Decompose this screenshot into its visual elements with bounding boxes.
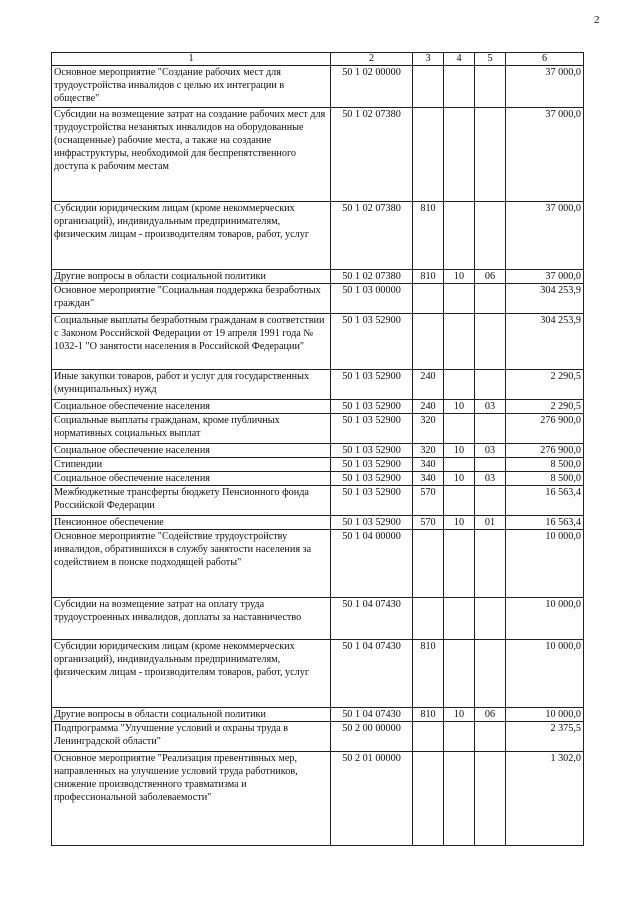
row-col3-cell: 240 (413, 370, 444, 400)
table-row (52, 640, 584, 708)
row-col3-cell (413, 314, 444, 370)
row-name-cell: Субсидии на возмещение затрат на оплату труда трудоустроенных инвалидов, доплаты за наставничество (52, 598, 331, 640)
row-col4-cell (444, 458, 475, 472)
row-amount-cell: 10 000,0 (506, 530, 584, 598)
row-col5-cell (475, 722, 506, 752)
row-code-cell: 50 1 03 52900 (331, 444, 413, 458)
row-col5-cell (475, 314, 506, 370)
row-col3-cell: 810 (413, 708, 444, 722)
row-col4-cell (444, 530, 475, 598)
table-row (52, 202, 584, 270)
header-col-2: 2 (331, 53, 413, 66)
row-col3-cell (413, 530, 444, 598)
row-col3-cell: 320 (413, 444, 444, 458)
row-col4-cell (444, 202, 475, 270)
row-code-cell: 50 1 02 07380 (331, 202, 413, 270)
row-col4-cell: 10 (444, 270, 475, 284)
row-col4-cell (444, 284, 475, 314)
header-col-5: 5 (475, 53, 506, 66)
table-row (52, 314, 584, 370)
row-amount-cell: 8 500,0 (506, 458, 584, 472)
row-amount-cell: 16 563,4 (506, 516, 584, 530)
row-amount-cell: 8 500,0 (506, 472, 584, 486)
row-amount-cell: 2 290,5 (506, 400, 584, 414)
row-name-cell: Межбюджетные трансферты бюджету Пенсионного фонда Российской Федерации (52, 486, 331, 516)
row-col3-cell: 570 (413, 486, 444, 516)
row-code-cell: 50 1 02 07380 (331, 108, 413, 202)
row-col3-cell (413, 284, 444, 314)
table-body (52, 66, 584, 846)
row-col3-cell: 810 (413, 270, 444, 284)
row-col5-cell: 01 (475, 516, 506, 530)
row-col5-cell (475, 640, 506, 708)
row-col4-cell (444, 370, 475, 400)
row-name-cell: Основное мероприятие "Реализация превентивных мер, направленных на улучшение условий труда работников, снижение производственного травматизма и профессиональной заболеваемости" (52, 752, 331, 846)
row-col5-cell (475, 458, 506, 472)
row-amount-cell: 2 290,5 (506, 370, 584, 400)
row-name-cell: Социальное обеспечение населения (52, 472, 331, 486)
row-code-cell: 50 1 03 52900 (331, 414, 413, 444)
table-row (52, 752, 584, 846)
row-name-cell: Пенсионное обеспечение (52, 516, 331, 530)
row-code-cell: 50 1 04 07430 (331, 598, 413, 640)
row-amount-cell: 37 000,0 (506, 270, 584, 284)
row-name-cell: Стипендии (52, 458, 331, 472)
row-col3-cell (413, 752, 444, 846)
row-col3-cell: 340 (413, 458, 444, 472)
row-col3-cell: 810 (413, 202, 444, 270)
page-number: 2 (594, 14, 600, 26)
row-col4-cell (444, 66, 475, 108)
row-amount-cell: 10 000,0 (506, 598, 584, 640)
table-row (52, 530, 584, 598)
header-col-4: 4 (444, 53, 475, 66)
row-name-cell: Основное мероприятие "Социальная поддержка безработных граждан" (52, 284, 331, 314)
row-col5-cell (475, 370, 506, 400)
row-col4-cell (444, 598, 475, 640)
row-col5-cell (475, 66, 506, 108)
row-col5-cell (475, 284, 506, 314)
row-col5-cell (475, 414, 506, 444)
row-code-cell: 50 1 03 52900 (331, 314, 413, 370)
row-amount-cell: 37 000,0 (506, 66, 584, 108)
row-name-cell: Социальное обеспечение населения (52, 444, 331, 458)
row-name-cell: Субсидии юридическим лицам (кроме некоммерческих организаций), индивидуальным предпринимателям, физическим лицам - производителям товаров, работ, услуг (52, 202, 331, 270)
row-amount-cell: 276 900,0 (506, 444, 584, 458)
header-col-1: 1 (52, 53, 331, 66)
row-name-cell: Подпрограмма "Улучшение условий и охраны труда в Ленинградской области" (52, 722, 331, 752)
row-name-cell: Социальное обеспечение населения (52, 400, 331, 414)
row-col5-cell (475, 752, 506, 846)
row-col5-cell: 03 (475, 472, 506, 486)
row-col5-cell: 06 (475, 708, 506, 722)
row-col4-cell (444, 486, 475, 516)
row-col3-cell: 570 (413, 516, 444, 530)
table-row (52, 444, 584, 458)
row-name-cell: Социальные выплаты безработным гражданам в соответствии с Законом Российской Федерации от 19 апреля 1991 года № 1032-1 "О занятости населения в Российской Федерации" (52, 314, 331, 370)
row-col5-cell (475, 108, 506, 202)
row-col4-cell (444, 752, 475, 846)
row-col3-cell (413, 722, 444, 752)
header-col-6: 6 (506, 53, 584, 66)
table-row (52, 414, 584, 444)
row-amount-cell: 10 000,0 (506, 640, 584, 708)
row-col5-cell: 06 (475, 270, 506, 284)
row-amount-cell: 37 000,0 (506, 108, 584, 202)
row-col4-cell: 10 (444, 444, 475, 458)
row-col3-cell: 320 (413, 414, 444, 444)
table-row (52, 486, 584, 516)
row-col5-cell: 03 (475, 444, 506, 458)
row-amount-cell: 10 000,0 (506, 708, 584, 722)
row-code-cell: 50 1 03 52900 (331, 458, 413, 472)
row-col4-cell: 10 (444, 472, 475, 486)
table-row (52, 108, 584, 202)
row-col3-cell (413, 108, 444, 202)
row-name-cell: Социальные выплаты гражданам, кроме публичных нормативных социальных выплат (52, 414, 331, 444)
row-col4-cell (444, 414, 475, 444)
row-code-cell: 50 1 03 52900 (331, 516, 413, 530)
row-col4-cell: 10 (444, 400, 475, 414)
row-col5-cell (475, 486, 506, 516)
row-col4-cell (444, 640, 475, 708)
row-code-cell: 50 1 03 00000 (331, 284, 413, 314)
row-amount-cell: 276 900,0 (506, 414, 584, 444)
row-col5-cell: 03 (475, 400, 506, 414)
row-code-cell: 50 1 03 52900 (331, 472, 413, 486)
row-name-cell: Другие вопросы в области социальной политики (52, 708, 331, 722)
table-row (52, 598, 584, 640)
row-col5-cell (475, 598, 506, 640)
row-col3-cell (413, 66, 444, 108)
table-row (52, 400, 584, 414)
row-col3-cell (413, 598, 444, 640)
row-code-cell: 50 1 04 07430 (331, 640, 413, 708)
row-col5-cell (475, 202, 506, 270)
row-amount-cell: 1 302,0 (506, 752, 584, 846)
table-row (52, 516, 584, 530)
row-name-cell: Основное мероприятие "Содействие трудоустройству инвалидов, обратившихся в службу занятости населения за содействием в поиске подходящей работы" (52, 530, 331, 598)
row-code-cell: 50 1 03 52900 (331, 486, 413, 516)
table-row (52, 66, 584, 108)
row-code-cell: 50 1 02 00000 (331, 66, 413, 108)
row-amount-cell: 2 375,5 (506, 722, 584, 752)
row-col4-cell: 10 (444, 708, 475, 722)
row-col4-cell: 10 (444, 516, 475, 530)
row-code-cell: 50 1 03 52900 (331, 370, 413, 400)
row-name-cell: Субсидии юридическим лицам (кроме некоммерческих организаций), индивидуальным предпринимателям, физическим лицам - производителям товаров, работ, услуг (52, 640, 331, 708)
row-col3-cell: 340 (413, 472, 444, 486)
header-row (52, 53, 584, 66)
table-row (52, 722, 584, 752)
budget-table (51, 52, 584, 846)
row-code-cell: 50 2 00 00000 (331, 722, 413, 752)
row-name-cell: Основное мероприятие "Создание рабочих мест для трудоустройства инвалидов с целью их интеграции в обществе" (52, 66, 331, 108)
row-amount-cell: 37 000,0 (506, 202, 584, 270)
row-code-cell: 50 2 01 00000 (331, 752, 413, 846)
table-row (52, 472, 584, 486)
row-amount-cell: 16 563,4 (506, 486, 584, 516)
row-col4-cell (444, 314, 475, 370)
row-code-cell: 50 1 02 07380 (331, 270, 413, 284)
row-name-cell: Иные закупки товаров, работ и услуг для государственных (муниципальных) нужд (52, 370, 331, 400)
row-code-cell: 50 1 04 07430 (331, 708, 413, 722)
row-name-cell: Другие вопросы в области социальной политики (52, 270, 331, 284)
table-row (52, 458, 584, 472)
row-col4-cell (444, 108, 475, 202)
row-code-cell: 50 1 04 00000 (331, 530, 413, 598)
row-col3-cell: 810 (413, 640, 444, 708)
table-row (52, 270, 584, 284)
row-name-cell: Субсидии на возмещение затрат на создание рабочих мест для трудоустройства незанятых инвалидов на оборудованные (оснащенные) рабочие места, а также на создание инфраструктуры, необходимой для беспрепятственного доступа к рабочим местам (52, 108, 331, 202)
row-col4-cell (444, 722, 475, 752)
row-amount-cell: 304 253,9 (506, 314, 584, 370)
row-code-cell: 50 1 03 52900 (331, 400, 413, 414)
header-col-3: 3 (413, 53, 444, 66)
table-row (52, 284, 584, 314)
table-row (52, 370, 584, 400)
row-col3-cell: 240 (413, 400, 444, 414)
row-col5-cell (475, 530, 506, 598)
table-row (52, 708, 584, 722)
row-amount-cell: 304 253,9 (506, 284, 584, 314)
